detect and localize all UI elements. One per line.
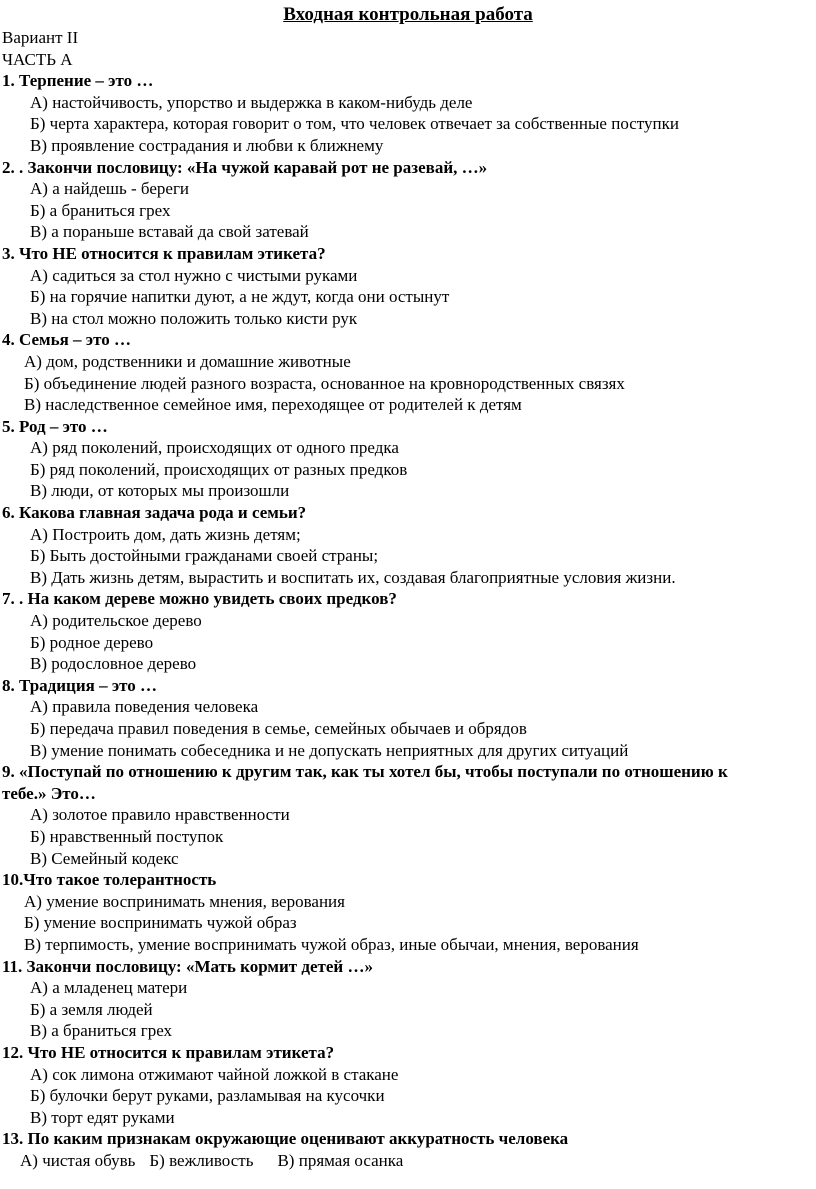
- q12-option-b: Б) булочки берут руками, разламывая на кусочки: [30, 1086, 385, 1106]
- q5-option-b: Б) ряд поколений, происходящих от разных предков: [30, 459, 408, 479]
- q10-option-b: Б) умение воспринимать чужой образ: [24, 913, 297, 933]
- question-3: 3. Что НЕ относится к правилам этикета?: [2, 243, 326, 263]
- q6-option-b: Б) Быть достойными гражданами своей страны;: [30, 546, 379, 566]
- q4-option-b: Б) объединение людей разного возраста, основанное на кровнородственных связях: [24, 373, 625, 393]
- q13-option-c: В) прямая осанка: [277, 1150, 404, 1170]
- q12-option-c: В) торт едят руками: [30, 1107, 175, 1127]
- question-2: 2. . Закончи пословицу: «На чужой каравай рот не разевай, …»: [2, 157, 488, 177]
- q12-option-a: А) сок лимона отжимают чайной ложкой в стакане: [30, 1064, 399, 1084]
- q10-option-c: В) терпимость, умение воспринимать чужой образ, иные обычаи, мнения, верования: [24, 934, 639, 954]
- q13-options-row: [2, 1150, 816, 1172]
- q6-option-c: В) Дать жизнь детям, вырастить и воспитать их, создавая благоприятные условия жизни.: [30, 567, 676, 587]
- question-12: 12. Что НЕ относится к правилам этикета?: [2, 1042, 335, 1062]
- question-11: 11. Закончи пословицу: «Мать кормит детей …»: [2, 956, 373, 976]
- q4-option-a: А) дом, родственники и домашние животные: [24, 351, 351, 371]
- q9-option-b: Б) нравственный поступок: [30, 826, 224, 846]
- q13-option-b: Б) вежливость: [149, 1150, 254, 1170]
- q13-option-a: А) чистая обувь: [20, 1150, 136, 1170]
- question-1: 1. Терпение – это …: [2, 71, 154, 91]
- question-6: 6. Какова главная задача рода и семьи?: [2, 503, 307, 523]
- q4-option-c: В) наследственное семейное имя, переходящее от родителей к детям: [24, 395, 522, 415]
- q6-option-a: А) Построить дом, дать жизнь детям;: [30, 524, 301, 544]
- q11-option-b: Б) а земля людей: [30, 999, 153, 1019]
- q9-option-c: В) Семейный кодекс: [30, 848, 179, 868]
- q1-option-c: В) проявление сострадания и любви к ближнему: [30, 135, 384, 155]
- q8-option-b: Б) передача правил поведения в семье, семейных обычаев и обрядов: [30, 719, 527, 738]
- variant-label: Вариант II: [2, 28, 79, 47]
- q9-option-a: А) золотое правило нравственности: [30, 805, 290, 825]
- q2-option-b: Б) а браниться грех: [30, 200, 171, 220]
- question-10: 10.Что такое толерантность: [2, 870, 217, 890]
- q11-option-a: А) а младенец матери: [30, 978, 188, 998]
- q3-option-b: Б) на горячие напитки дуют, а не ждут, когда они остынут: [30, 287, 450, 307]
- q7-option-b: Б) родное дерево: [30, 632, 154, 652]
- question-13: 13. По каким признакам окружающие оценивают аккуратность человека: [2, 1129, 569, 1149]
- q8-option-a: А) правила поведения человека: [30, 697, 259, 717]
- question-9-line-2: тебе.» Это…: [2, 783, 96, 803]
- q3-option-c: В) на стол можно положить только кисти рук: [30, 308, 358, 328]
- question-9-line-1: 9. «Поступай по отношению к другим так, как ты хотел бы, чтобы поступали по отношению к: [2, 762, 728, 782]
- q2-option-c: В) а пораньше вставай да свой затевай: [30, 222, 309, 242]
- q1-option-b: Б) черта характера, которая говорит о том, что человек отвечает за собственные поступки: [30, 114, 679, 134]
- question-7: 7. . На каком дереве можно увидеть своих предков?: [2, 589, 397, 609]
- q7-option-a: А) родительское дерево: [30, 611, 202, 631]
- q8-option-c: В) умение понимать собеседника и не допускать неприятных для других ситуаций: [30, 740, 629, 760]
- q3-option-a: А) садиться за стол нужно с чистыми руками: [30, 265, 358, 285]
- q2-option-a: А) а найдешь - береги: [30, 179, 190, 199]
- part-label: ЧАСТЬ А: [2, 49, 73, 69]
- document-title: Входная контрольная работа: [283, 4, 533, 25]
- question-8: 8. Традиция – это …: [2, 675, 158, 695]
- q11-option-c: В) а браниться грех: [30, 1021, 173, 1041]
- q10-option-a: А) умение воспринимать мнения, верования: [24, 891, 345, 911]
- q5-option-c: В) люди, от которых мы произошли: [30, 481, 290, 501]
- q7-option-c: В) родословное дерево: [30, 654, 197, 674]
- question-5: 5. Род – это …: [2, 416, 108, 436]
- q1-option-a: А) настойчивость, упорство и выдержка в каком-нибудь деле: [30, 92, 473, 112]
- q5-option-a: А) ряд поколений, происходящих от одного предка: [30, 438, 399, 458]
- question-4: 4. Семья – это …: [2, 330, 132, 350]
- document-content: [2, 27, 816, 1171]
